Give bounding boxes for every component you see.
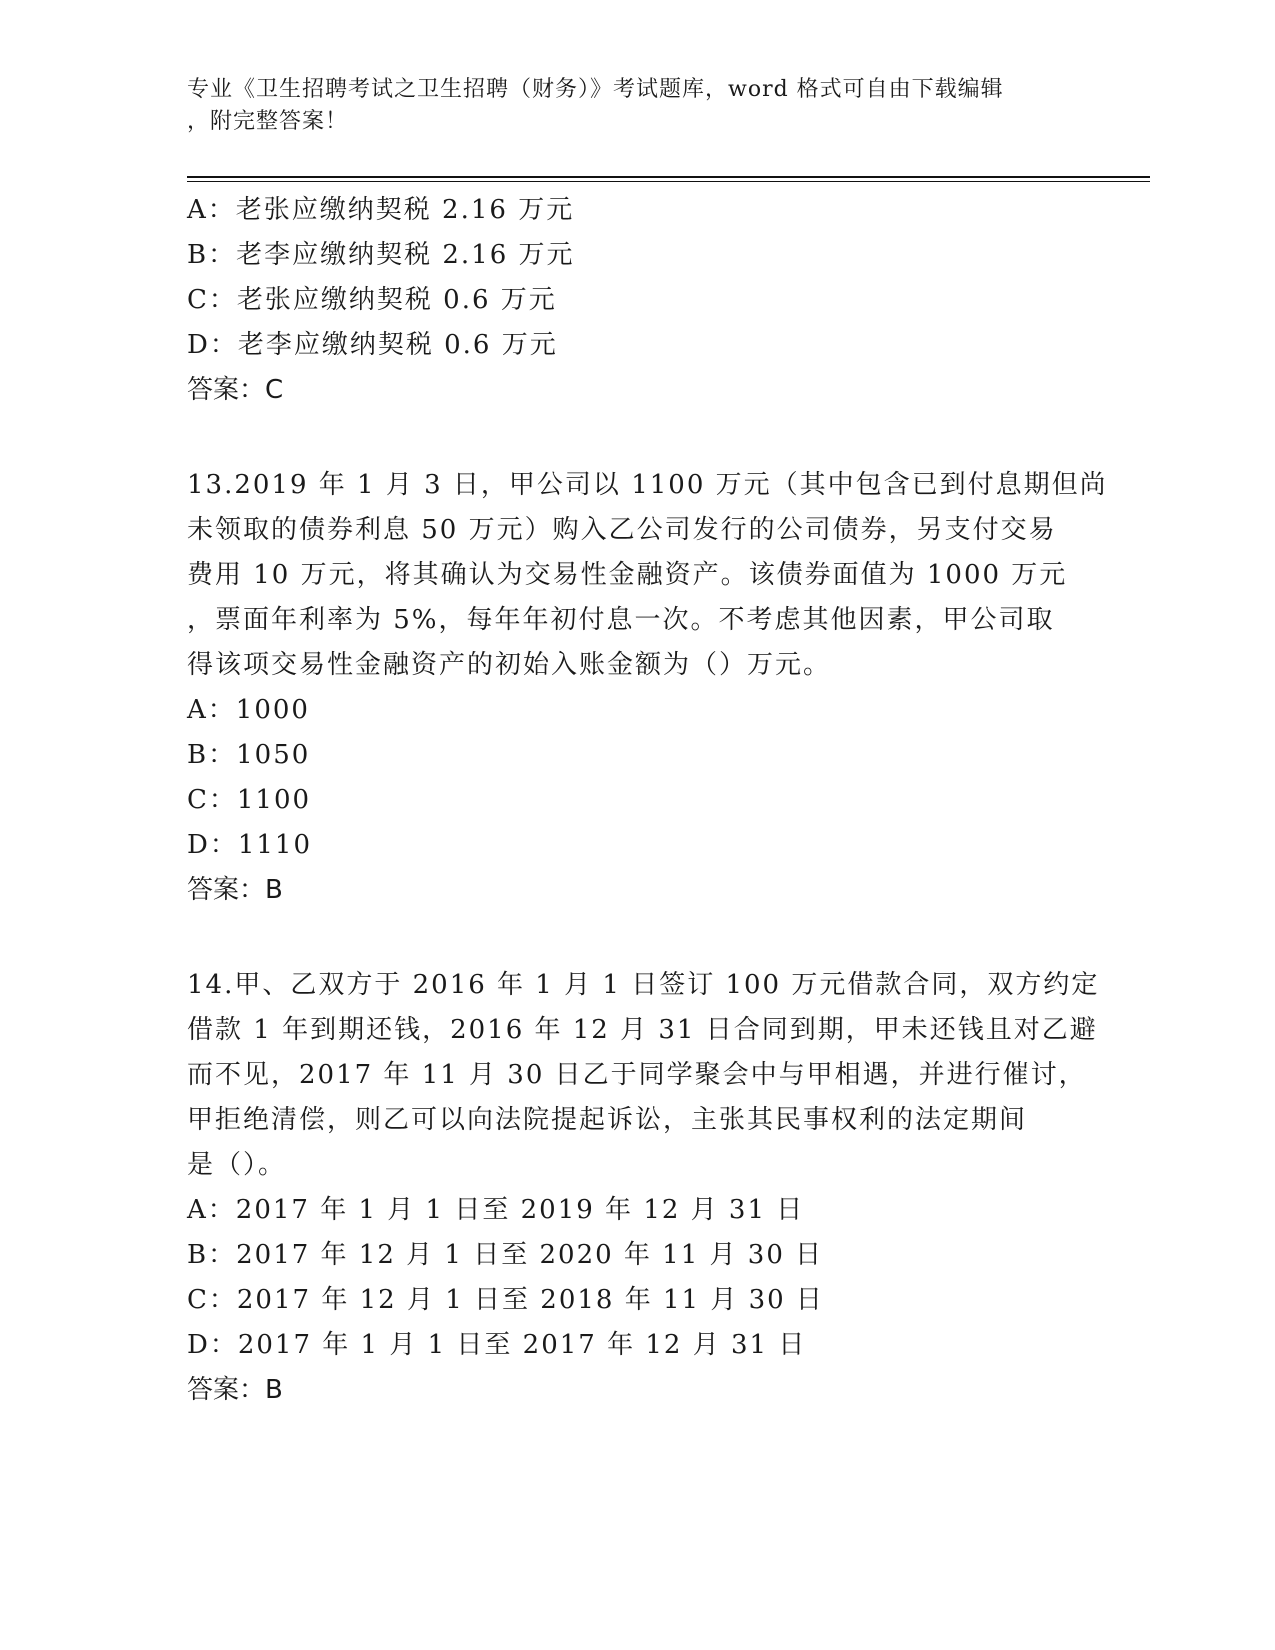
spacer — [187, 413, 1067, 463]
page-header — [187, 74, 1067, 138]
question-text-line: 14.甲、乙双方于 2016 年 1 月 1 日签订 100 万元借款合同，双方约定 — [187, 970, 1100, 1000]
header-line-2: ，附完整答案！ — [187, 109, 349, 134]
question-text-line: 13.2019 年 1 月 3 日，甲公司以 1100 万元（其中包含已到付息期但尚 — [187, 470, 1108, 500]
option-b: B：1050 — [187, 740, 311, 770]
answer-line: 答案：C — [187, 375, 284, 405]
question-14 — [187, 963, 1100, 1413]
option-d: D：1110 — [187, 830, 313, 860]
option-c: C：老张应缴纳契税 0.6 万元 — [187, 285, 557, 315]
option-a: A：1000 — [187, 695, 310, 725]
option-a: A：老张应缴纳契税 2.16 万元 — [187, 195, 575, 225]
option-c: C：2017 年 12 月 1 日至 2018 年 11 月 30 日 — [187, 1285, 824, 1315]
questions-content — [187, 188, 1108, 1413]
question-text-line: 未领取的债券利息 50 万元）购入乙公司发行的公司债券，另支付交易 — [187, 515, 1057, 545]
header-divider — [187, 176, 1150, 182]
option-b: B：老李应缴纳契税 2.16 万元 — [187, 240, 575, 270]
question-text-line: 借款 1 年到期还钱，2016 年 12 月 31 日合同到期，甲未还钱且对乙避 — [187, 1015, 1098, 1045]
question-text-line: 甲拒绝清偿，则乙可以向法院提起诉讼，主张其民事权利的法定期间 — [187, 1105, 1028, 1135]
option-b: B：2017 年 12 月 1 日至 2020 年 11 月 30 日 — [187, 1240, 824, 1270]
option-d: D：2017 年 1 月 1 日至 2017 年 12 月 31 日 — [187, 1330, 807, 1360]
question-text-line: ，票面年利率为 5%，每年年初付息一次。不考虑其他因素，甲公司取 — [187, 605, 1055, 635]
answer-line: 答案：B — [187, 875, 283, 905]
question-text-line: 是（）。 — [187, 1150, 287, 1180]
question-text-line: 得该项交易性金融资产的初始入账金额为（）万元。 — [187, 650, 832, 680]
question-text-line: 而不见，2017 年 11 月 30 日乙于同学聚会中与甲相遇，并进行催讨， — [187, 1060, 1087, 1090]
option-a: A：2017 年 1 月 1 日至 2019 年 12 月 31 日 — [187, 1195, 805, 1225]
header-line-1: 专业《卫生招聘考试之卫生招聘（财务）》考试题库，word 格式可自由下载编辑 — [187, 77, 1004, 102]
option-c: C：1100 — [187, 785, 312, 815]
question-12 — [187, 188, 1067, 413]
option-d: D：老李应缴纳契税 0.6 万元 — [187, 330, 558, 360]
answer-line: 答案：B — [187, 1375, 283, 1405]
spacer — [187, 913, 1067, 963]
question-text-line: 费用 10 万元，将其确认为交易性金融资产。该债券面值为 1000 万元 — [187, 560, 1068, 590]
question-13 — [187, 463, 1108, 913]
